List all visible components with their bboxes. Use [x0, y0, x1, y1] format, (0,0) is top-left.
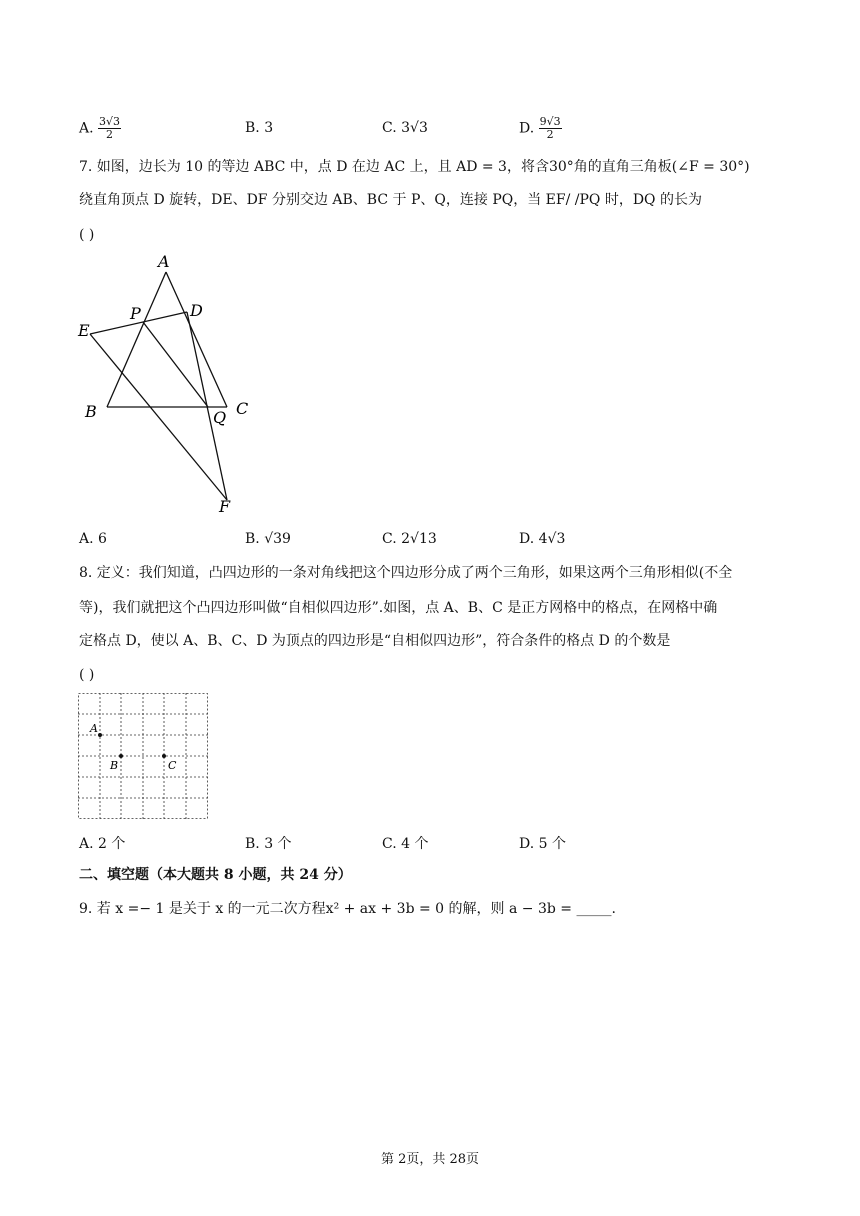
q9-text: 9. 若 x =− 1 是关于 x 的一元二次方程x² + ax + 3b = 0 的解，则 a − 3b = _____.	[79, 901, 616, 917]
q7-line-2: 绕直角顶点 D 旋转，DE、DF 分别交边 AB、BC 于 P、Q，连接 PQ，当 EF/ /PQ 时，DQ 的长为	[79, 192, 702, 208]
q7-label-p: P	[130, 304, 141, 323]
q7-options	[79, 531, 779, 555]
q8-point-c	[162, 754, 166, 758]
q6-option-a-denominator: 2	[106, 128, 114, 141]
q7-option-a: A. 6	[79, 531, 107, 547]
q8-point-b	[119, 754, 123, 758]
q7-label-f: F	[219, 497, 231, 516]
q6-option-a	[79, 116, 121, 141]
q6-option-d	[519, 116, 562, 141]
q8-line-1: 8. 定义：我们知道，凸四边形的一条对角线把这个四边形分成了两个三角形，如果这两个三角形相似(不全	[79, 565, 733, 581]
q6-option-a-numerator: 3√3	[99, 115, 121, 128]
section-2-heading: 二、填空题（本大题共 8 小题，共 24 分）	[79, 867, 352, 883]
q7-edge-ef	[90, 334, 227, 500]
q8-answer-paren: ( )	[79, 667, 95, 683]
q6-option-a-fraction	[98, 116, 121, 141]
q6-option-d-denominator: 2	[546, 128, 554, 141]
q6-option-a-label: A.	[79, 120, 94, 137]
q7-answer-paren: ( )	[79, 227, 95, 243]
q8-option-c: C. 4 个	[382, 836, 429, 852]
q6-option-d-label: D.	[519, 120, 535, 137]
q7-option-d: D. 4√3	[519, 531, 566, 547]
q7-label-a: A	[158, 252, 170, 271]
q8-label-a: A	[90, 722, 98, 735]
q6-option-c: C. 3√3	[382, 120, 428, 136]
q8-option-b: B. 3 个	[245, 836, 292, 852]
q8-line-3: 定格点 D，使以 A、B、C、D 为顶点的四边形是“自相似四边形”，符合条件的格点 D 的个数是	[79, 633, 671, 649]
q7-option-b: B. √39	[245, 531, 291, 547]
q7-label-d: D	[190, 301, 203, 320]
q7-option-c: C. 2√13	[382, 531, 437, 547]
q6-option-d-fraction	[539, 116, 562, 141]
page-footer: 第 2页，共 28页	[380, 1152, 480, 1167]
q8-line-2: 等)，我们就把这个凸四边形叫做“自相似四边形”.如图，点 A、B、C 是正方网格中的格点，在网格中确	[79, 600, 718, 616]
q7-line-1: 7. 如图，边长为 10 的等边 ABC 中，点 D 在边 AC 上，且 AD = 3，将含30°角的直角三角板(∠F = 30°)	[79, 159, 750, 175]
q7-label-q: Q	[213, 408, 227, 427]
q8-option-d: D. 5 个	[519, 836, 566, 852]
q7-label-c: C	[236, 399, 249, 418]
q6-option-d-numerator: 9√3	[539, 115, 561, 128]
q8-grid-figure	[78, 693, 210, 821]
q8-label-b: B	[110, 759, 119, 772]
q6-option-b: B. 3	[245, 120, 274, 136]
q7-label-e: E	[78, 321, 90, 340]
q7-label-b: B	[85, 402, 97, 421]
q8-point-a	[98, 733, 102, 737]
q6-options	[79, 116, 779, 140]
q8-options	[79, 833, 779, 857]
q8-label-c: C	[168, 759, 177, 772]
q7-figure	[70, 250, 270, 520]
q8-option-a: A. 2 个	[79, 836, 126, 852]
q7-edge-ac	[166, 272, 227, 407]
